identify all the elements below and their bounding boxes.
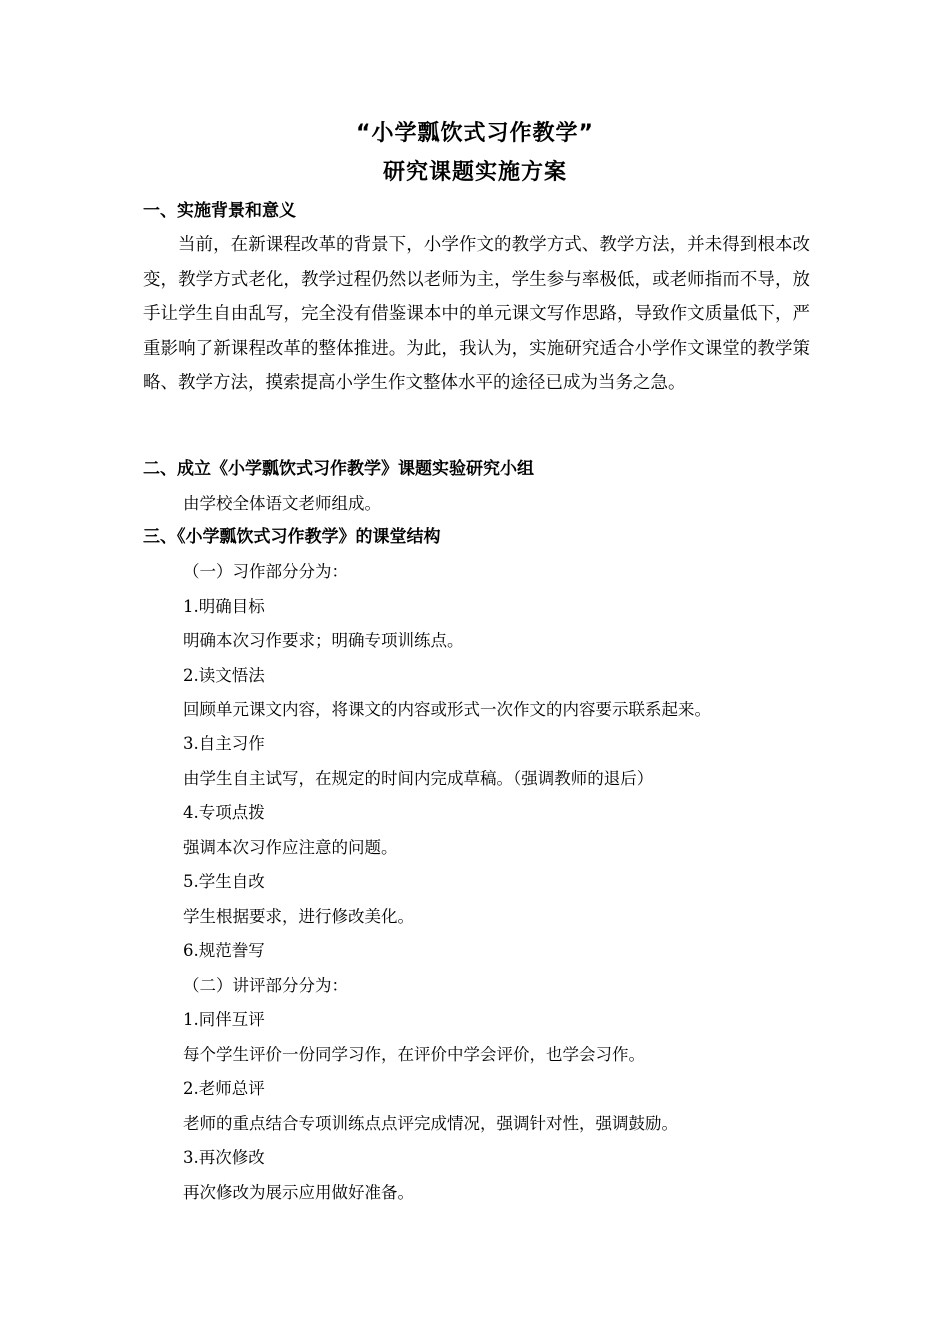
step-label: 6.规范誊写: [183, 941, 265, 960]
step-text: 由学生自主试写，在规定的时间内完成草稿。（强调教师的退后）: [183, 769, 654, 788]
section-heading-group: 二、成立《小学瓢饮式习作教学》课题实验研究小组: [143, 459, 534, 479]
background-paragraph: 当前，在新课程改革的背景下，小学作文的教学方式、教学方法，并未得到根本改变，教学方式老化，教学过程仍然以老师为主，学生参与率极低，或老师指而不导，放手让学生自由乱写，完全没有借鉴课本中的单元课文写作思路，导致作文质量低下，严重影响了新课程改革的整体推进。为此，我认为，实施研究适合小学作文课堂的教学策略、教学方法，摸索提高小学生作文整体水平的途径已成为当务之急。: [143, 235, 810, 393]
step-text: 明确本次习作要求；明确专项训练点。: [183, 631, 464, 650]
step-label: 1.明确目标: [183, 597, 265, 616]
group-description: 由学校全体语文老师组成。: [183, 494, 381, 513]
step-text: 每个学生评价一份同学习作，在评价中学会评价，也学会习作。: [183, 1045, 645, 1064]
step-text: 再次修改为展示应用做好准备。: [183, 1183, 414, 1202]
step-label: 1.同伴互评: [183, 1010, 265, 1029]
part-title-writing: （一）习作部分分为：: [183, 562, 348, 581]
step-label: 3.再次修改: [183, 1148, 265, 1167]
section-heading-background: 一、实施背景和意义: [143, 201, 296, 221]
step-label: 4.专项点拨: [183, 803, 265, 822]
step-text: 回顾单元课文内容，将课文的内容或形式一次作文的内容要示联系起来。: [183, 700, 711, 719]
step-label: 3.自主习作: [183, 734, 265, 753]
document-subtitle: 研究课题实施方案: [382, 160, 567, 185]
document-title: “小学瓢饮式习作教学”: [356, 121, 594, 146]
step-label: 2.老师总评: [183, 1079, 265, 1098]
step-label: 2.读文悟法: [183, 666, 265, 685]
step-label: 5.学生自改: [183, 872, 265, 891]
section-heading-structure: 三、《小学瓢饮式习作教学》的课堂结构: [143, 527, 441, 547]
step-text: 学生根据要求，进行修改美化。: [183, 907, 414, 926]
step-text: 强调本次习作应注意的问题。: [183, 838, 398, 857]
step-text: 老师的重点结合专项训练点点评完成情况，强调针对性，强调鼓励。: [183, 1114, 678, 1133]
part-title-review: （二）讲评部分分为：: [183, 976, 348, 995]
